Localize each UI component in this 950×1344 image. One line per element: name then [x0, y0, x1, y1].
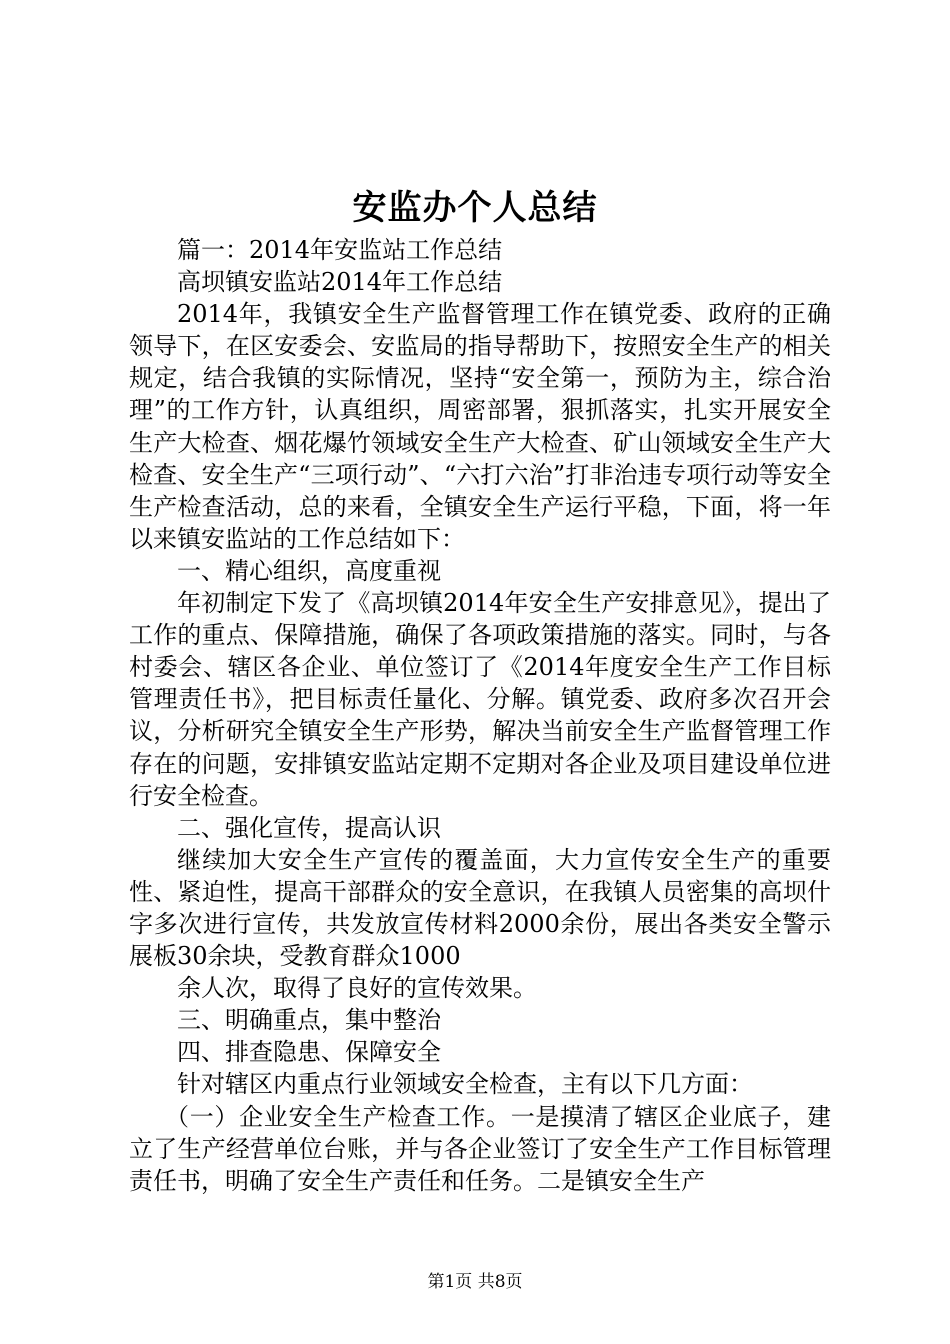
page-number-footer: 第1页 共8页	[427, 1272, 523, 1292]
paragraph-subsection-1: （一）企业安全生产检查工作。一是摸清了辖区企业底子，建立了生产经营单位台账，并与各企业签订了安全生产工作目标管理责任书，明确了安全生产责任和任务。二是镇安全生产	[129, 1102, 831, 1195]
paragraph-section-2-continued: 余人次，取得了良好的宣传效果。	[177, 974, 537, 1003]
document-body	[129, 234, 831, 1197]
paragraph-part-heading: 篇一：2014年安监站工作总结	[177, 236, 503, 264]
page-title: 安监办个人总结	[352, 188, 598, 228]
paragraph-intro: 2014年，我镇安全生产监督管理工作在镇党委、政府的正确领导下，在区安委会、安监局的指导帮助下，按照安全生产的相关规定，结合我镇的实际情况，坚持“安全第一，预防为主，综合治理”的工作方针，认真组织，周密部署，狠抓落实，扎实开展安全生产大检查、烟花爆竹领域安全生产大检查、矿山领域安全生产大检查、安全生产“三项行动”、“六打六治”打非治违专项行动等安全生产检查活动，总的来看，全镇安全生产运行平稳，下面，将一年以来镇安监站的工作总结如下：	[129, 300, 831, 553]
section-heading-4: 四、排查隐患、保障安全	[177, 1038, 441, 1067]
paragraph-section-4-intro: 针对辖区内重点行业领域安全检查，主有以下几方面：	[177, 1070, 753, 1099]
section-heading-1: 一、精心组织，高度重视	[177, 556, 441, 585]
section-heading-2: 二、强化宣传，提高认识	[177, 813, 441, 842]
paragraph-section-1: 年初制定下发了《高坝镇2014年安全生产安排意见》，提出了工作的重点、保障措施，确保了各项政策措施的落实。同时，与各村委会、辖区各企业、单位签订了《2014年度安全生产工作目标管理责任书》，把目标责任量化、分解。镇党委、政府多次召开会议，分析研究全镇安全生产形势，解决当前安全生产监督管理工作存在的问题，安排镇安监站定期不定期对各企业及项目建设单位进行安全检查。	[129, 589, 831, 810]
section-heading-3: 三、明确重点，集中整治	[177, 1006, 441, 1035]
paragraph-report-title: 高坝镇安监站2014年工作总结	[177, 268, 503, 297]
paragraph-section-2: 继续加大安全生产宣传的覆盖面，大力宣传安全生产的重要性、紧迫性，提高干部群众的安全意识，在我镇人员密集的高坝什字多次进行宣传，共发放宣传材料2000余份，展出各类安全警示展板30余块，受教育群众1000	[129, 845, 831, 971]
